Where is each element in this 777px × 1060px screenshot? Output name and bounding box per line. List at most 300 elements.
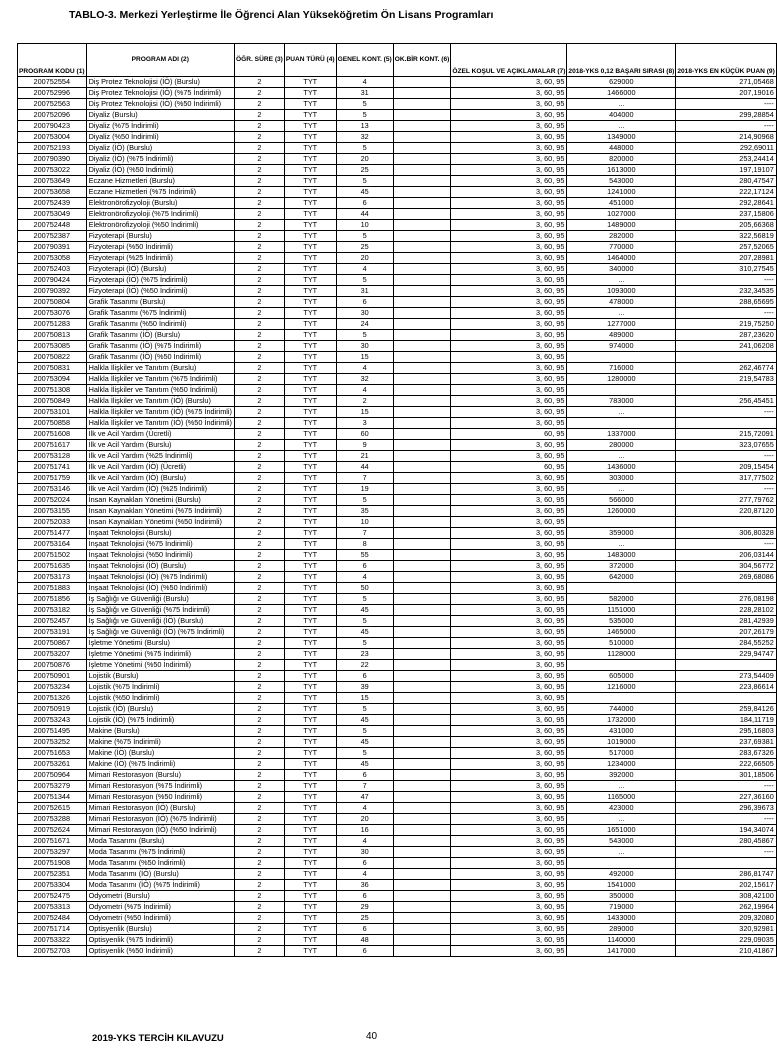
cell-score-type: TYT [284, 418, 336, 429]
cell-ok-quota [393, 110, 451, 121]
cell-duration: 2 [234, 561, 284, 572]
cell-duration: 2 [234, 242, 284, 253]
cell-ok-quota [393, 396, 451, 407]
cell-ok-quota [393, 880, 451, 891]
cell-score-type: TYT [284, 528, 336, 539]
cell-min-score: ---- [676, 121, 776, 132]
cell-success-rank: 517000 [567, 748, 676, 759]
cell-quota: 15 [336, 352, 393, 363]
cell-conditions: 3, 60, 95 [451, 803, 567, 814]
cell-ok-quota [393, 473, 451, 484]
cell-program-code: 200750813 [18, 330, 87, 341]
cell-score-type: TYT [284, 583, 336, 594]
cell-duration: 2 [234, 836, 284, 847]
cell-score-type: TYT [284, 792, 336, 803]
cell-score-type: TYT [284, 407, 336, 418]
cell-success-rank: 431000 [567, 726, 676, 737]
cell-quota: 4 [336, 836, 393, 847]
cell-quota: 45 [336, 605, 393, 616]
cell-program-code: 200752403 [18, 264, 87, 275]
cell-quota: 6 [336, 198, 393, 209]
cell-quota: 7 [336, 473, 393, 484]
cell-score-type: TYT [284, 187, 336, 198]
cell-program-name: İş Sağlığı ve Güvenliği (Burslu) [86, 594, 234, 605]
cell-program-code: 200751308 [18, 385, 87, 396]
cell-success-rank: 1433000 [567, 913, 676, 924]
cell-program-code: 200752484 [18, 913, 87, 924]
table-row [18, 451, 777, 462]
cell-min-score: 269,68086 [676, 572, 776, 583]
cell-duration: 2 [234, 451, 284, 462]
cell-quota: 45 [336, 759, 393, 770]
cell-program-code: 200790423 [18, 121, 87, 132]
cell-score-type: TYT [284, 539, 336, 550]
cell-ok-quota [393, 407, 451, 418]
cell-ok-quota [393, 132, 451, 143]
cell-program-code: 200753164 [18, 539, 87, 550]
cell-duration: 2 [234, 517, 284, 528]
table-row [18, 682, 777, 693]
cell-min-score: 262,46774 [676, 363, 776, 374]
table-row [18, 396, 777, 407]
cell-ok-quota [393, 814, 451, 825]
cell-conditions: 3, 60, 95 [451, 814, 567, 825]
cell-conditions: 3, 60, 95 [451, 704, 567, 715]
cell-ok-quota [393, 748, 451, 759]
cell-success-rank: 372000 [567, 561, 676, 572]
cell-duration: 2 [234, 132, 284, 143]
table-row [18, 814, 777, 825]
cell-quota: 10 [336, 517, 393, 528]
cell-duration: 2 [234, 682, 284, 693]
cell-program-name: Elektronörofizyoloji (%50 İndirimli) [86, 220, 234, 231]
cell-duration: 2 [234, 825, 284, 836]
cell-ok-quota [393, 847, 451, 858]
cell-program-code: 200753279 [18, 781, 87, 792]
table-row [18, 528, 777, 539]
cell-conditions: 3, 60, 95 [451, 517, 567, 528]
cell-program-name: Mimari Restorasyon (Burslu) [86, 770, 234, 781]
cell-program-code: 200751495 [18, 726, 87, 737]
cell-conditions: 3, 60, 95 [451, 143, 567, 154]
cell-min-score: 287,23620 [676, 330, 776, 341]
cell-program-name: Fizyoterapi (İÖ) (%50 İndirimli) [86, 286, 234, 297]
cell-ok-quota [393, 869, 451, 880]
cell-quota: 6 [336, 858, 393, 869]
cell-score-type: TYT [284, 682, 336, 693]
cell-program-name: İnsan Kaynakları Yönetimi (Burslu) [86, 495, 234, 506]
cell-conditions: 3, 60, 95 [451, 748, 567, 759]
cell-program-code: 200751635 [18, 561, 87, 572]
cell-success-rank: 350000 [567, 891, 676, 902]
table-row [18, 935, 777, 946]
cell-score-type: TYT [284, 99, 336, 110]
cell-ok-quota [393, 374, 451, 385]
cell-score-type: TYT [284, 308, 336, 319]
cell-conditions: 60, 95 [451, 429, 567, 440]
cell-ok-quota [393, 220, 451, 231]
cell-duration: 2 [234, 418, 284, 429]
cell-score-type: TYT [284, 330, 336, 341]
cell-success-rank: 404000 [567, 110, 676, 121]
cell-success-rank: ... [567, 781, 676, 792]
cell-quota: 45 [336, 187, 393, 198]
footer-guide-title: 2019-YKS TERCİH KILAVUZU [92, 1033, 224, 1044]
cell-min-score: 209,15454 [676, 462, 776, 473]
cell-ok-quota [393, 484, 451, 495]
cell-conditions: 3, 60, 95 [451, 187, 567, 198]
cell-duration: 2 [234, 198, 284, 209]
header-quota: GENEL KONT. (5) [336, 44, 393, 77]
cell-program-code: 200750858 [18, 418, 87, 429]
cell-program-code: 200752351 [18, 869, 87, 880]
cell-success-rank: 280000 [567, 440, 676, 451]
cell-score-type: TYT [284, 110, 336, 121]
cell-program-code: 200753322 [18, 935, 87, 946]
cell-min-score: 283,67326 [676, 748, 776, 759]
cell-program-code: 200752096 [18, 110, 87, 121]
cell-score-type: TYT [284, 275, 336, 286]
cell-program-code: 200753155 [18, 506, 87, 517]
cell-success-rank: 1027000 [567, 209, 676, 220]
cell-conditions: 3, 60, 95 [451, 396, 567, 407]
cell-program-name: Diyaliz (İÖ) (Burslu) [86, 143, 234, 154]
cell-ok-quota [393, 429, 451, 440]
cell-min-score [676, 858, 776, 869]
cell-program-name: Fizyoterapi (%50 İndirimli) [86, 242, 234, 253]
cell-quota: 8 [336, 539, 393, 550]
table-row [18, 737, 777, 748]
cell-quota: 5 [336, 495, 393, 506]
cell-conditions: 3, 60, 95 [451, 121, 567, 132]
cell-ok-quota [393, 451, 451, 462]
cell-score-type: TYT [284, 484, 336, 495]
cell-program-name: Moda Tasarımı (%75 İndirimli) [86, 847, 234, 858]
cell-program-code: 200752615 [18, 803, 87, 814]
cell-min-score: ---- [676, 781, 776, 792]
cell-min-score: 229,94747 [676, 649, 776, 660]
cell-ok-quota [393, 561, 451, 572]
cell-program-name: Eczane Hizmetleri (%75 İndirimli) [86, 187, 234, 198]
cell-quota: 5 [336, 594, 393, 605]
cell-conditions: 3, 60, 95 [451, 528, 567, 539]
cell-score-type: TYT [284, 286, 336, 297]
cell-program-code: 200753207 [18, 649, 87, 660]
table-row [18, 660, 777, 671]
cell-program-code: 200750964 [18, 770, 87, 781]
cell-quota: 31 [336, 88, 393, 99]
cell-min-score: ---- [676, 484, 776, 495]
cell-program-code: 200750831 [18, 363, 87, 374]
cell-conditions: 3, 60, 95 [451, 759, 567, 770]
cell-program-name: İlk ve Acil Yardım (Ücretli) [86, 429, 234, 440]
cell-quota: 5 [336, 704, 393, 715]
cell-program-code: 200753128 [18, 451, 87, 462]
table-row [18, 891, 777, 902]
cell-program-name: Lojistik (Burslu) [86, 671, 234, 682]
cell-success-rank: 1093000 [567, 286, 676, 297]
cell-min-score: 205,66368 [676, 220, 776, 231]
cell-conditions: 3, 60, 95 [451, 341, 567, 352]
cell-program-code: 200753049 [18, 209, 87, 220]
cell-min-score: 229,09035 [676, 935, 776, 946]
cell-quota: 6 [336, 671, 393, 682]
table-row [18, 825, 777, 836]
cell-score-type: TYT [284, 451, 336, 462]
cell-success-rank: 289000 [567, 924, 676, 935]
cell-program-name: Grafik Tasarımı (İÖ) (%75 İndirimli) [86, 341, 234, 352]
cell-conditions: 3, 60, 95 [451, 737, 567, 748]
cell-success-rank: ... [567, 407, 676, 418]
cell-score-type: TYT [284, 77, 336, 88]
cell-ok-quota [393, 858, 451, 869]
table-row [18, 506, 777, 517]
cell-program-name: Diyaliz (İÖ) (%50 İndirimli) [86, 165, 234, 176]
cell-conditions: 3, 60, 95 [451, 198, 567, 209]
table-row [18, 880, 777, 891]
table-row [18, 253, 777, 264]
cell-min-score: 284,55252 [676, 638, 776, 649]
cell-duration: 2 [234, 407, 284, 418]
table-row [18, 836, 777, 847]
cell-program-name: Optisyenlik (%75 İndirimli) [86, 935, 234, 946]
cell-success-rank: 535000 [567, 616, 676, 627]
cell-score-type: TYT [284, 825, 336, 836]
cell-conditions: 3, 60, 95 [451, 847, 567, 858]
cell-min-score [676, 418, 776, 429]
cell-program-name: Odyometri (%75 İndirimli) [86, 902, 234, 913]
cell-ok-quota [393, 264, 451, 275]
cell-program-code: 200752439 [18, 198, 87, 209]
cell-min-score: ---- [676, 275, 776, 286]
cell-ok-quota [393, 726, 451, 737]
cell-duration: 2 [234, 946, 284, 957]
cell-program-name: Makine (İÖ) (%75 İndirimli) [86, 759, 234, 770]
cell-success-rank: 974000 [567, 341, 676, 352]
cell-success-rank: 1613000 [567, 165, 676, 176]
cell-program-name: Diş Protez Teknolojisi (İÖ) (%75 İndirimli) [86, 88, 234, 99]
cell-min-score: 228,28102 [676, 605, 776, 616]
cell-quota: 4 [336, 869, 393, 880]
cell-conditions: 3, 60, 95 [451, 176, 567, 187]
cell-conditions: 3, 60, 95 [451, 880, 567, 891]
cell-score-type: TYT [284, 649, 336, 660]
cell-min-score: 308,42100 [676, 891, 776, 902]
table-row [18, 231, 777, 242]
cell-quota: 5 [336, 330, 393, 341]
table-row [18, 561, 777, 572]
cell-min-score: 276,08198 [676, 594, 776, 605]
cell-program-name: Makine (Burslu) [86, 726, 234, 737]
cell-program-code: 200753004 [18, 132, 87, 143]
cell-quota: 4 [336, 572, 393, 583]
cell-quota: 45 [336, 737, 393, 748]
cell-conditions: 3, 60, 95 [451, 561, 567, 572]
cell-ok-quota [393, 924, 451, 935]
cell-success-rank: 820000 [567, 154, 676, 165]
cell-program-name: İş Sağlığı ve Güvenliği (%75 İndirimli) [86, 605, 234, 616]
cell-program-name: Mimari Restorasyon (%75 İndirimli) [86, 781, 234, 792]
cell-success-rank: ... [567, 121, 676, 132]
cell-ok-quota [393, 385, 451, 396]
cell-quota: 5 [336, 275, 393, 286]
cell-conditions: 3, 60, 95 [451, 792, 567, 803]
cell-quota: 13 [336, 121, 393, 132]
cell-score-type: TYT [284, 88, 336, 99]
cell-success-rank [567, 418, 676, 429]
cell-quota: 48 [336, 935, 393, 946]
cell-program-code: 200751883 [18, 583, 87, 594]
cell-program-code: 200753058 [18, 253, 87, 264]
cell-program-name: Grafik Tasarımı (%50 İndirimli) [86, 319, 234, 330]
table-row [18, 297, 777, 308]
cell-program-code: 200752554 [18, 77, 87, 88]
cell-quota: 4 [336, 803, 393, 814]
cell-duration: 2 [234, 396, 284, 407]
cell-conditions: 3, 60, 95 [451, 297, 567, 308]
cell-program-code: 200751714 [18, 924, 87, 935]
cell-success-rank: 716000 [567, 363, 676, 374]
cell-min-score: 322,56819 [676, 231, 776, 242]
cell-duration: 2 [234, 99, 284, 110]
cell-quota: 10 [336, 220, 393, 231]
cell-program-code: 200753297 [18, 847, 87, 858]
cell-duration: 2 [234, 264, 284, 275]
cell-program-code: 200750822 [18, 352, 87, 363]
cell-conditions: 3, 60, 95 [451, 924, 567, 935]
cell-duration: 2 [234, 176, 284, 187]
cell-conditions: 3, 60, 95 [451, 506, 567, 517]
cell-conditions: 3, 60, 95 [451, 484, 567, 495]
cell-conditions: 3, 60, 95 [451, 891, 567, 902]
cell-min-score [676, 693, 776, 704]
cell-program-name: Lojistik (İÖ) (Burslu) [86, 704, 234, 715]
cell-conditions: 3, 60, 95 [451, 88, 567, 99]
cell-quota: 15 [336, 407, 393, 418]
cell-score-type: TYT [284, 198, 336, 209]
cell-duration: 2 [234, 231, 284, 242]
cell-duration: 2 [234, 187, 284, 198]
cell-quota: 44 [336, 209, 393, 220]
cell-conditions: 3, 60, 95 [451, 770, 567, 781]
cell-conditions: 3, 60, 95 [451, 649, 567, 660]
cell-min-score: 253,24414 [676, 154, 776, 165]
cell-ok-quota [393, 99, 451, 110]
cell-duration: 2 [234, 374, 284, 385]
table-row [18, 275, 777, 286]
table-row [18, 88, 777, 99]
cell-ok-quota [393, 341, 451, 352]
cell-score-type: TYT [284, 616, 336, 627]
cell-ok-quota [393, 836, 451, 847]
cell-ok-quota [393, 627, 451, 638]
cell-program-code: 200752563 [18, 99, 87, 110]
cell-duration: 2 [234, 473, 284, 484]
table-row [18, 693, 777, 704]
cell-score-type: TYT [284, 638, 336, 649]
cell-min-score: 259,84126 [676, 704, 776, 715]
cell-success-rank: ... [567, 451, 676, 462]
cell-success-rank: 1436000 [567, 462, 676, 473]
cell-program-code: 200751856 [18, 594, 87, 605]
cell-quota: 20 [336, 814, 393, 825]
cell-success-rank: 1019000 [567, 737, 676, 748]
cell-duration: 2 [234, 495, 284, 506]
cell-success-rank: 448000 [567, 143, 676, 154]
table-row [18, 121, 777, 132]
cell-score-type: TYT [284, 869, 336, 880]
cell-quota: 36 [336, 880, 393, 891]
cell-ok-quota [393, 803, 451, 814]
cell-conditions: 3, 60, 95 [451, 242, 567, 253]
table-row [18, 330, 777, 341]
cell-program-code: 200753085 [18, 341, 87, 352]
cell-success-rank: 340000 [567, 264, 676, 275]
cell-score-type: TYT [284, 462, 336, 473]
cell-ok-quota [393, 154, 451, 165]
header-conditions: ÖZEL KOŞUL VE AÇIKLAMALAR (7) [451, 44, 567, 77]
cell-program-name: Mimari Restorasyon (%50 İndirimli) [86, 792, 234, 803]
cell-conditions: 3, 60, 95 [451, 836, 567, 847]
cell-program-code: 200753076 [18, 308, 87, 319]
cell-ok-quota [393, 176, 451, 187]
table-row [18, 759, 777, 770]
cell-success-rank: 719000 [567, 902, 676, 913]
cell-min-score: ---- [676, 308, 776, 319]
cell-duration: 2 [234, 429, 284, 440]
cell-program-name: İşletme Yönetimi (%75 İndirimli) [86, 649, 234, 660]
cell-quota: 4 [336, 363, 393, 374]
cell-ok-quota [393, 253, 451, 264]
cell-conditions: 3, 60, 95 [451, 253, 567, 264]
cell-success-rank: 423000 [567, 803, 676, 814]
cell-duration: 2 [234, 748, 284, 759]
cell-success-rank: ... [567, 308, 676, 319]
cell-quota: 47 [336, 792, 393, 803]
cell-quota: 30 [336, 341, 393, 352]
cell-ok-quota [393, 737, 451, 748]
cell-duration: 2 [234, 583, 284, 594]
cell-quota: 44 [336, 462, 393, 473]
cell-min-score: 220,87120 [676, 506, 776, 517]
cell-success-rank: 1541000 [567, 880, 676, 891]
cell-quota: 2 [336, 396, 393, 407]
cell-min-score: 277,79762 [676, 495, 776, 506]
header-program-name: PROGRAM ADI (2) [86, 44, 234, 77]
cell-success-rank: 744000 [567, 704, 676, 715]
cell-conditions: 3, 60, 95 [451, 286, 567, 297]
cell-ok-quota [393, 693, 451, 704]
cell-success-rank [567, 352, 676, 363]
cell-conditions: 3, 60, 95 [451, 616, 567, 627]
cell-conditions: 3, 60, 95 [451, 330, 567, 341]
cell-success-rank: 1349000 [567, 132, 676, 143]
cell-quota: 3 [336, 418, 393, 429]
cell-program-code: 200753101 [18, 407, 87, 418]
cell-ok-quota [393, 506, 451, 517]
cell-ok-quota [393, 88, 451, 99]
cell-program-name: Odyometri (%50 İndirimli) [86, 913, 234, 924]
table-row [18, 110, 777, 121]
cell-conditions: 3, 60, 95 [451, 935, 567, 946]
cell-success-rank: 489000 [567, 330, 676, 341]
table-row [18, 792, 777, 803]
cell-conditions: 3, 60, 95 [451, 781, 567, 792]
cell-program-code: 200790390 [18, 154, 87, 165]
cell-program-code: 200751477 [18, 528, 87, 539]
cell-score-type: TYT [284, 660, 336, 671]
cell-success-rank: 282000 [567, 231, 676, 242]
